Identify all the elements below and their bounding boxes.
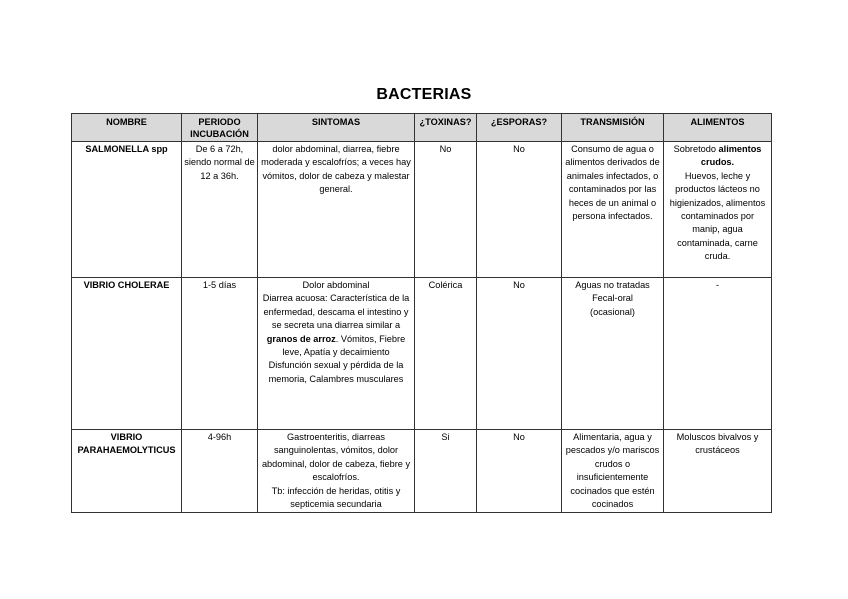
cell-transmision: Alimentaria, agua y pescados y/o mariscos crudos o insuficientemente cocinados que estén cocinados <box>562 430 664 513</box>
sintomas-line: Disfunción sexual y pérdida de la memoria, Calambres musculares <box>268 360 404 384</box>
cell-transmision <box>562 278 664 430</box>
alimentos-bold: alimentos crudos. <box>700 144 762 168</box>
table-row <box>72 430 772 513</box>
cell-esporas: No <box>477 430 562 513</box>
cell-sintomas <box>258 278 415 430</box>
sintomas-line: Gastroenteritis, diarreas sanguinolentas, vómitos, dolor abdominal, dolor de cabeza, fiebre y escalofríos. <box>261 432 411 483</box>
alimentos-text: Sobretodo <box>673 144 719 154</box>
sintomas-bold: granos de arroz <box>266 333 336 344</box>
cell-esporas: No <box>477 142 562 278</box>
transmision-line: (ocasional) <box>590 306 635 317</box>
cell-toxinas: Si <box>415 430 477 513</box>
cell-periodo: De 6 a 72h, siendo normal de 12 a 36h. <box>182 142 258 278</box>
table-row <box>72 142 772 278</box>
cell-alimentos: - <box>664 278 772 430</box>
sintomas-line: Diarrea acuosa: Característica de la enfermedad, descama el intestino y se secreta una diarrea similar a <box>262 293 410 331</box>
cell-toxinas: Colérica <box>415 278 477 430</box>
sintomas-line: . Vómitos, Fiebre leve, Apatía y decaimiento <box>282 333 406 358</box>
cell-alimentos <box>664 142 772 278</box>
cell-esporas: No <box>477 278 562 430</box>
cell-transmision: Consumo de agua o alimentos derivados de animales infectados, o contaminados por las heces de un animal o persona infectados. <box>562 142 664 278</box>
header-esporas: ¿ESPORAS? <box>477 114 562 142</box>
cell-periodo: 4-96h <box>182 430 258 513</box>
header-transmision: TRANSMISIÓN <box>562 114 664 142</box>
cell-toxinas: No <box>415 142 477 278</box>
table-header-row <box>72 114 772 142</box>
alimentos-text: Huevos, leche y productos lácteos no higienizados, alimentos contaminados por manip, agua contaminada, carne cruda. <box>669 170 766 262</box>
cell-alimentos: Moluscos bivalvos y crustáceos <box>664 430 772 513</box>
cell-sintomas: dolor abdominal, diarrea, fiebre moderada y escalofríos; a veces hay vómitos, dolor de cabeza y malestar general. <box>258 142 415 278</box>
cell-periodo: 1-5 días <box>182 278 258 430</box>
header-sintomas: SINTOMAS <box>258 114 415 142</box>
header-toxinas: ¿TOXINAS? <box>415 114 477 142</box>
sintomas-line: Dolor abdominal <box>302 280 370 290</box>
transmision-line: Aguas no tratadas <box>575 280 650 290</box>
header-alimentos: ALIMENTOS <box>664 114 772 142</box>
header-periodo: PERIODO INCUBACIÓN <box>182 114 258 142</box>
cell-sintomas <box>258 430 415 513</box>
bacteria-table <box>71 113 772 513</box>
table-row <box>72 278 772 430</box>
cell-nombre: VIBRIO CHOLERAE <box>72 278 182 430</box>
transmision-line: Fecal-oral <box>592 293 633 304</box>
header-nombre: NOMBRE <box>72 114 182 142</box>
cell-nombre: SALMONELLA spp <box>72 142 182 278</box>
page-title: BACTERIAS <box>376 86 472 103</box>
cell-nombre: VIBRIO PARAHAEMOLYTICUS <box>72 430 182 513</box>
sintomas-line: Tb: infección de heridas, otitis y septicemia secundaria <box>271 485 401 510</box>
